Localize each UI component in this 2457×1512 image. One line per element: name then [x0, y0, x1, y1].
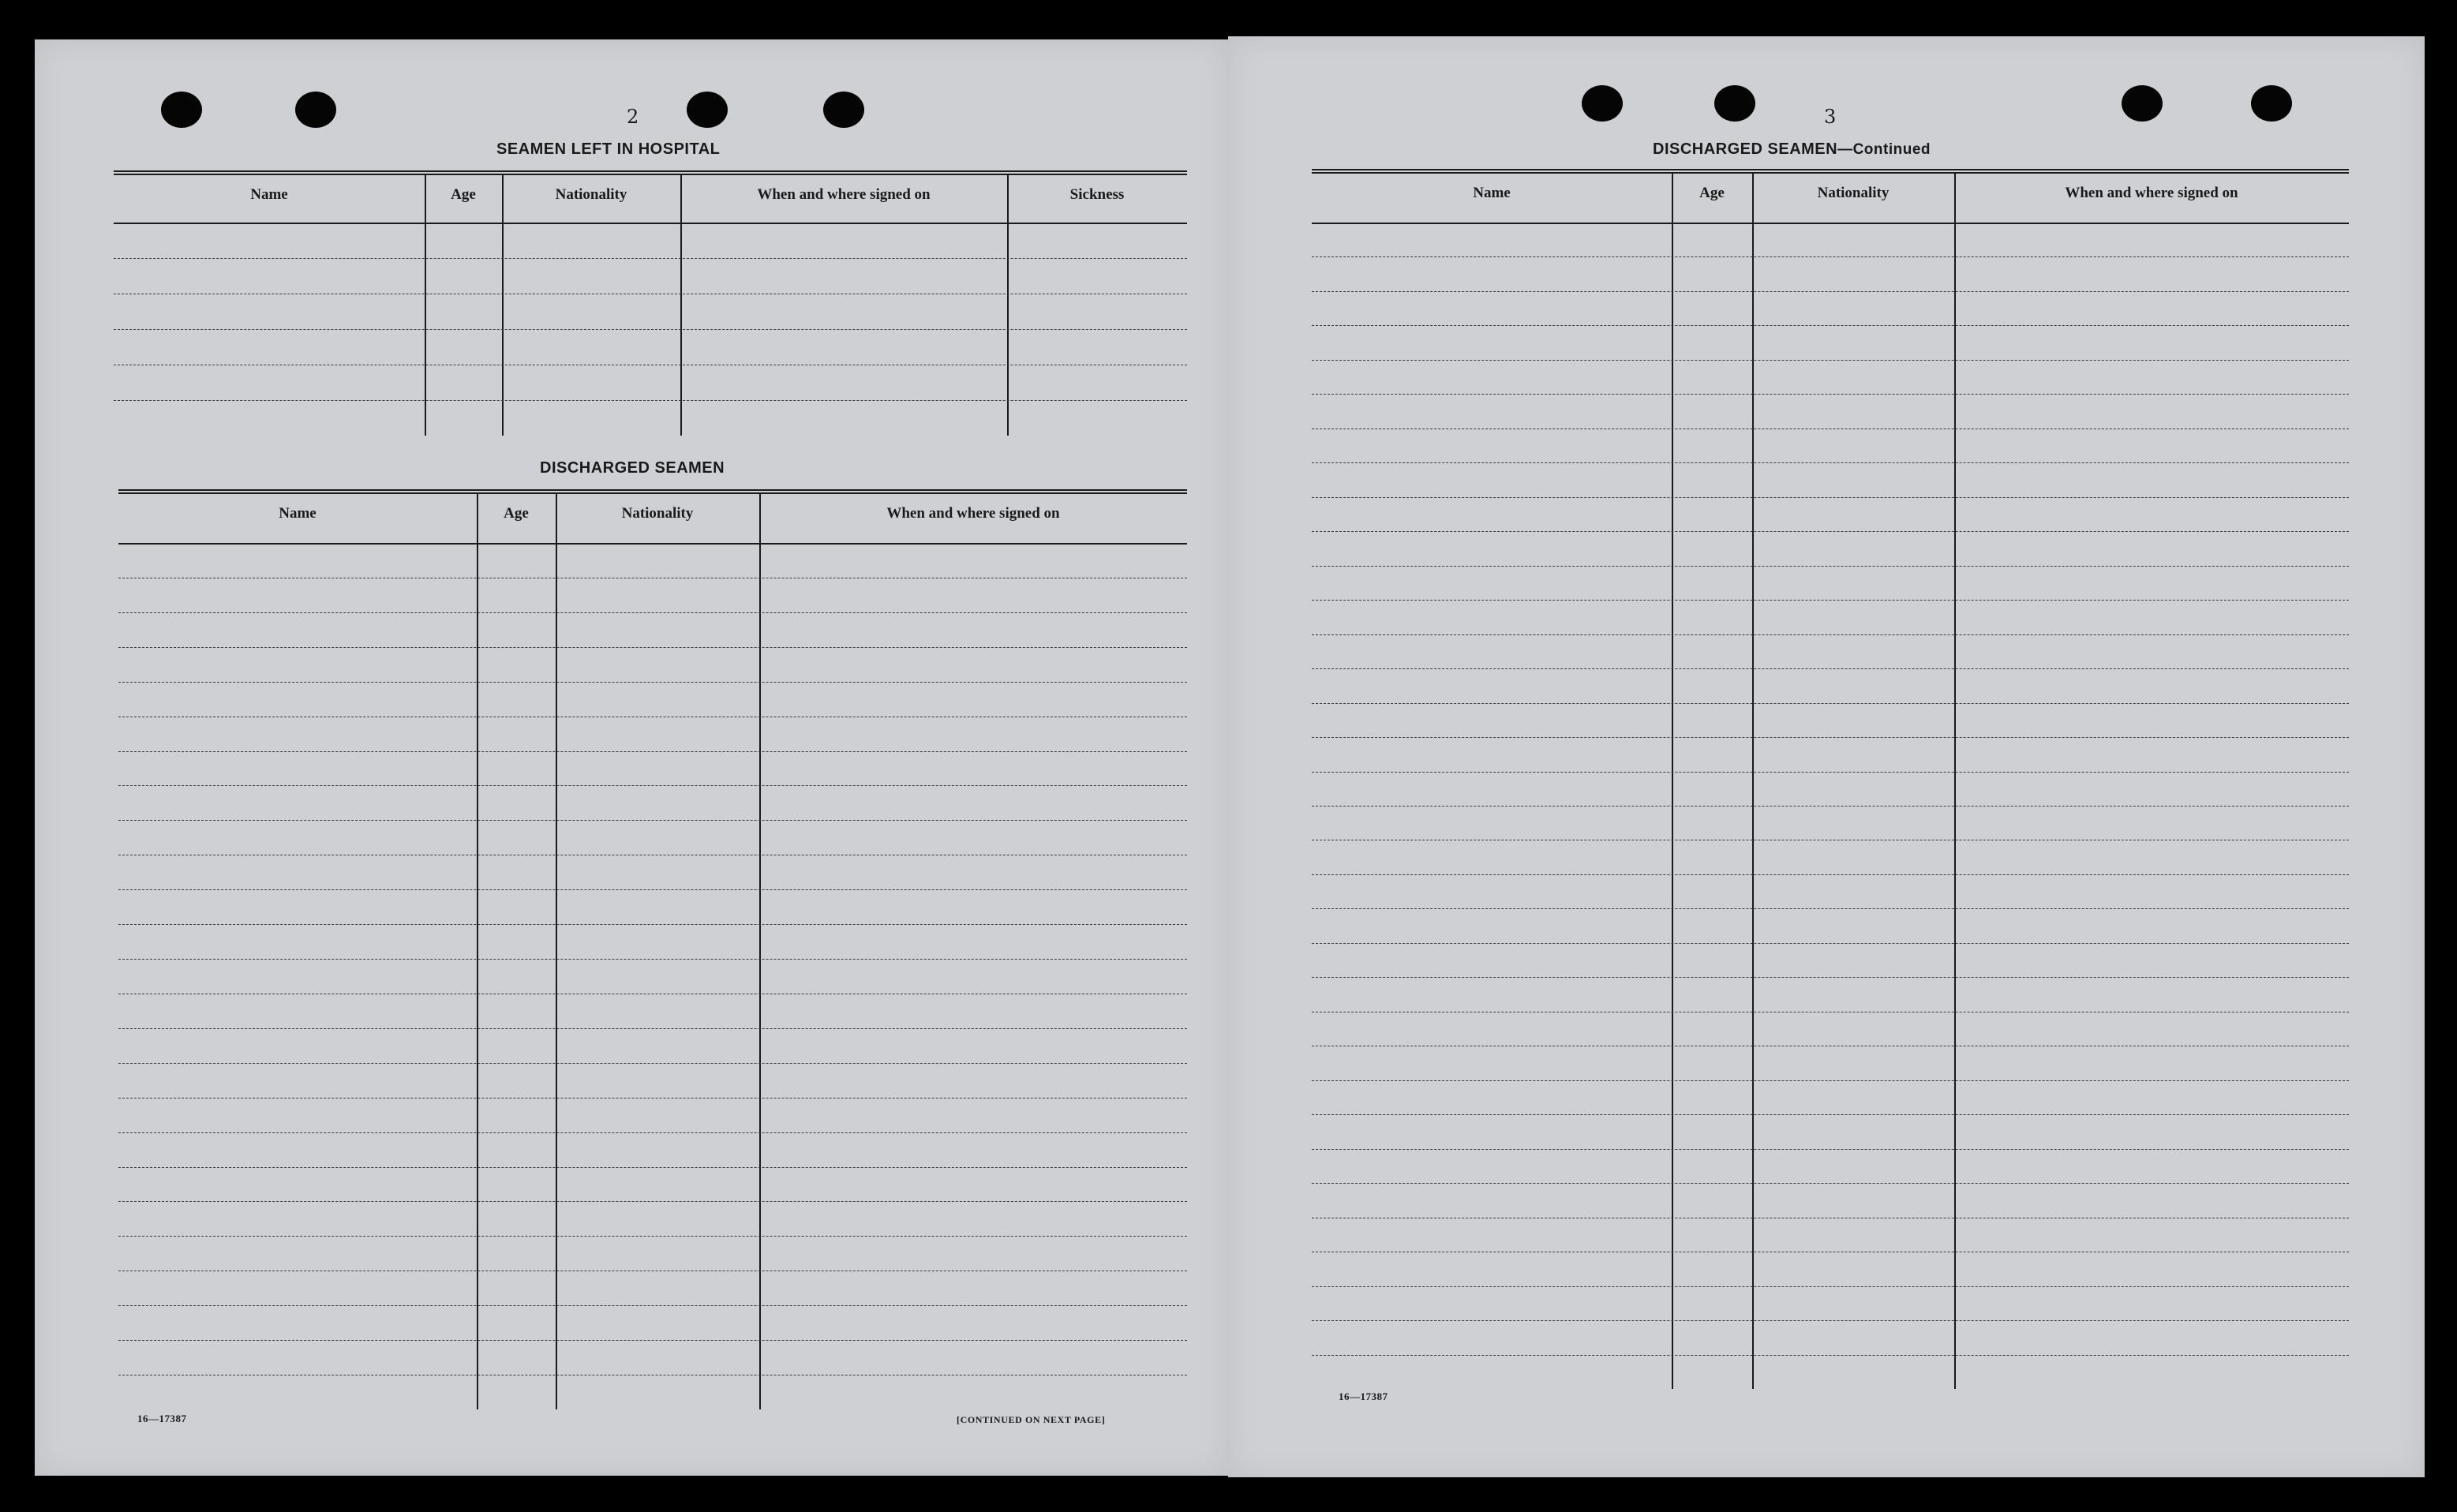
form-number: 16—17387	[1339, 1390, 1388, 1402]
table-row-rule	[1312, 1183, 2349, 1184]
table-row-rule	[1312, 394, 2349, 395]
right-page	[1228, 36, 2425, 1477]
left-page	[35, 39, 1228, 1476]
table-row-rule	[1312, 737, 2349, 738]
table-row-rule	[1312, 806, 2349, 807]
table-row-rule	[1312, 600, 2349, 601]
form-number: 16—17387	[137, 1413, 187, 1424]
table-row-rule	[1312, 1286, 2349, 1287]
col-signed-on-header: When and where signed on	[757, 186, 931, 203]
table-row-rule	[118, 1167, 1187, 1168]
table-row-rule	[1312, 1355, 2349, 1356]
table-row-rule	[1312, 1080, 2349, 1081]
hospital-table-header	[114, 175, 1187, 224]
table-row-rule	[114, 329, 1187, 330]
col-age-header: Age	[451, 186, 476, 203]
table-row-rule	[118, 785, 1187, 786]
punch-hole	[2251, 85, 2292, 122]
table-row-rule	[118, 751, 1187, 752]
col-nationality-header: Nationality	[555, 186, 627, 203]
table-row-rule	[118, 647, 1187, 648]
continued-note: [CONTINUED ON NEXT PAGE]	[957, 1414, 1106, 1425]
discharged-table-continued	[1312, 169, 2349, 1389]
table-row-rule	[1312, 566, 2349, 567]
hospital-table	[114, 170, 1187, 436]
punch-hole	[1582, 85, 1623, 122]
table-row-rule	[1312, 977, 2349, 978]
table-row-rule	[1312, 634, 2349, 635]
table-row-rule	[118, 682, 1187, 683]
table-row-rule	[118, 820, 1187, 821]
punch-hole	[2122, 85, 2163, 122]
table-row-rule	[1312, 874, 2349, 875]
table-row-rule	[1312, 668, 2349, 669]
col-sickness-header: Sickness	[1069, 186, 1125, 203]
table-row-rule	[118, 1028, 1187, 1029]
discharged-table-header	[118, 494, 1187, 545]
col-signed-on-header: When and where signed on	[886, 505, 1060, 522]
hospital-section-title: SEAMEN LEFT IN HOSPITAL	[496, 140, 721, 158]
punch-hole	[295, 92, 336, 128]
table-row-rule	[114, 258, 1187, 259]
table-row-rule	[118, 1063, 1187, 1064]
discharged-continued-title	[1653, 140, 1931, 159]
table-row-rule	[1312, 256, 2349, 257]
table-row-rule	[114, 400, 1187, 401]
page-number: 3	[1824, 106, 1837, 128]
col-signed-on-header: When and where signed on	[2065, 185, 2238, 201]
table-row-rule	[118, 1132, 1187, 1133]
col-name-header: Name	[279, 505, 316, 522]
table-row-rule	[118, 612, 1187, 613]
table-row-rule	[118, 1305, 1187, 1306]
col-name-header: Name	[1473, 185, 1511, 201]
table-row-rule	[1312, 325, 2349, 326]
table-row-rule	[1312, 1114, 2349, 1115]
discharged-table-header	[1312, 174, 2349, 224]
table-row-rule	[1312, 772, 2349, 773]
table-row-rule	[118, 1201, 1187, 1202]
table-row-rule	[1312, 1149, 2349, 1150]
col-nationality-header: Nationality	[621, 505, 694, 522]
hospital-rows	[114, 223, 1187, 436]
col-name-header: Name	[250, 186, 288, 203]
table-row-rule	[1312, 462, 2349, 463]
table-row-rule	[118, 924, 1187, 925]
punch-hole	[161, 92, 202, 128]
col-age-header: Age	[504, 505, 529, 522]
punch-hole	[1714, 85, 1755, 122]
table-row-rule	[118, 889, 1187, 890]
punch-hole	[823, 92, 864, 128]
page-number: 2	[627, 106, 639, 128]
table-row-rule	[1312, 908, 2349, 909]
table-row-rule	[1312, 1320, 2349, 1321]
discharged-rows	[1312, 223, 2349, 1389]
table-row-rule	[118, 1236, 1187, 1237]
table-row-rule	[118, 959, 1187, 960]
discharged-rows	[118, 543, 1187, 1409]
col-nationality-header: Nationality	[1817, 185, 1890, 201]
title-main: DISCHARGED SEAMEN	[1653, 140, 1838, 158]
table-row-rule	[1312, 497, 2349, 498]
table-row-rule	[1312, 291, 2349, 292]
discharged-table	[118, 489, 1187, 1409]
table-row-rule	[1312, 360, 2349, 361]
table-row-rule	[1312, 943, 2349, 944]
table-row-rule	[1312, 531, 2349, 532]
punch-hole	[687, 92, 728, 128]
col-age-header: Age	[1699, 185, 1725, 201]
discharged-section-title: DISCHARGED SEAMEN	[540, 459, 725, 477]
table-row-rule	[118, 1340, 1187, 1341]
table-row-rule	[1312, 703, 2349, 704]
title-suffix: —Continued	[1837, 141, 1931, 158]
